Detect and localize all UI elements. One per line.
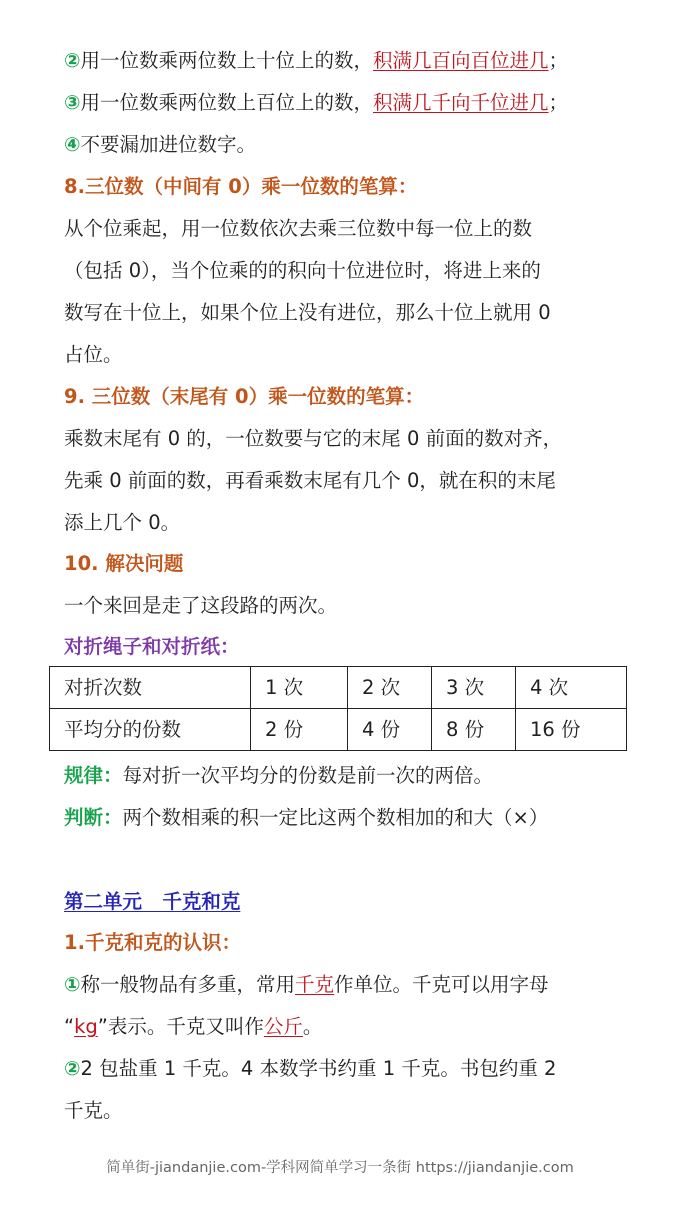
unit-2-title-link[interactable]: 第二单元 千克和克 bbox=[64, 890, 241, 913]
circled-number: ① bbox=[64, 973, 81, 996]
highlight-text: 千克 bbox=[295, 973, 335, 996]
table-cell: 2 份 bbox=[251, 709, 348, 751]
fold-table bbox=[49, 666, 627, 751]
section-8-line-4: 占位。 bbox=[64, 343, 123, 366]
section-8-line-2: （包括 0），当个位乘的的积向十位进位时，将进上来的 bbox=[64, 259, 541, 282]
unit-2-title[interactable] bbox=[64, 881, 240, 923]
point-text: 称一般物品有多重，常用 bbox=[80, 973, 296, 996]
unit-2-point-2-cont: 千克。 bbox=[64, 1099, 123, 1122]
rule-line bbox=[64, 755, 493, 797]
point-text: 表示。千克又叫作 bbox=[107, 1015, 264, 1038]
point-text: 作单位。千克可以用字母 bbox=[334, 973, 549, 996]
section-8-line-3: 数写在十位上，如果个位上没有进位，那么十位上就用 0 bbox=[64, 301, 551, 324]
table-row bbox=[50, 709, 627, 751]
rule-label: 规律： bbox=[64, 764, 123, 787]
judge-text: 两个数相乘的积一定比这两个数相加的和大（×） bbox=[122, 806, 549, 829]
quote-close: ” bbox=[97, 1015, 108, 1038]
section-8-line-1: 从个位乘起，用一位数依次去乘三位数中每一位上的数 bbox=[64, 217, 533, 240]
table-cell: 3 次 bbox=[432, 667, 516, 709]
section-8-heading: 8.三位数（中间有 0）乘一位数的笔算： bbox=[64, 175, 418, 198]
rule-text: 每对折一次平均分的份数是前一次的两倍。 bbox=[122, 764, 494, 787]
table-cell: 4 份 bbox=[348, 709, 432, 751]
list-item-4 bbox=[64, 124, 256, 166]
section-9-line-3: 添上几个 0。 bbox=[64, 511, 181, 534]
section-9-line-1: 乘数末尾有 0 的，一位数要与它的末尾 0 前面的数对齐， bbox=[64, 427, 563, 450]
section-10-heading: 10. 解决问题 bbox=[64, 552, 184, 575]
circled-number: ② bbox=[64, 1057, 81, 1080]
circled-number: ③ bbox=[64, 91, 81, 114]
list-item-3 bbox=[64, 82, 568, 124]
item-text: 用一位数乘两位数上百位上的数， bbox=[80, 91, 374, 114]
list-item-2 bbox=[64, 40, 568, 82]
table-cell: 8 份 bbox=[432, 709, 516, 751]
table-cell: 对折次数 bbox=[50, 667, 251, 709]
highlight-text: 公斤 bbox=[263, 1015, 303, 1038]
table-cell: 1 次 bbox=[251, 667, 348, 709]
circled-number: ④ bbox=[64, 133, 81, 156]
judge-line bbox=[64, 797, 548, 839]
unit-2-point-1-cont bbox=[64, 1006, 322, 1048]
table-cell: 16 份 bbox=[516, 709, 627, 751]
punctuation: ； bbox=[548, 49, 569, 72]
circled-number: ② bbox=[64, 49, 81, 72]
table-cell: 2 次 bbox=[348, 667, 432, 709]
page-footer: 简单街-jiandanjie.com-学科网简单学习一条街 https://jiandanjie.com bbox=[106, 1160, 574, 1176]
table-cell: 4 次 bbox=[516, 667, 627, 709]
table-cell: 平均分的份数 bbox=[50, 709, 251, 751]
punctuation: 。 bbox=[302, 1015, 323, 1038]
unit-2-heading: 1.千克和克的认识： bbox=[64, 931, 241, 954]
section-9-heading: 9. 三位数（末尾有 0）乘一位数的笔算： bbox=[64, 385, 425, 408]
section-9-line-2: 先乘 0 前面的数，再看乘数末尾有几个 0，就在积的末尾 bbox=[64, 469, 556, 492]
unit-2-point-2 bbox=[64, 1048, 556, 1090]
item-text: 用一位数乘两位数上十位上的数， bbox=[80, 49, 374, 72]
point-text: 2 包盐重 1 千克。4 本数学书约重 1 千克。书包约重 2 bbox=[80, 1057, 557, 1080]
item-text: 不要漏加进位数字。 bbox=[80, 133, 257, 156]
highlight-text: 积满几千向千位进几 bbox=[373, 91, 549, 114]
highlight-text: kg bbox=[74, 1015, 98, 1038]
punctuation: ； bbox=[548, 91, 569, 114]
section-10-line: 一个来回是走了这段路的两次。 bbox=[64, 594, 338, 617]
table-row bbox=[50, 667, 627, 709]
unit-2-point-1 bbox=[64, 964, 549, 1006]
quote-open: “ bbox=[64, 1015, 75, 1038]
fold-heading: 对折绳子和对折纸： bbox=[64, 635, 240, 658]
judge-label: 判断： bbox=[64, 806, 123, 829]
highlight-text: 积满几百向百位进几 bbox=[373, 49, 549, 72]
